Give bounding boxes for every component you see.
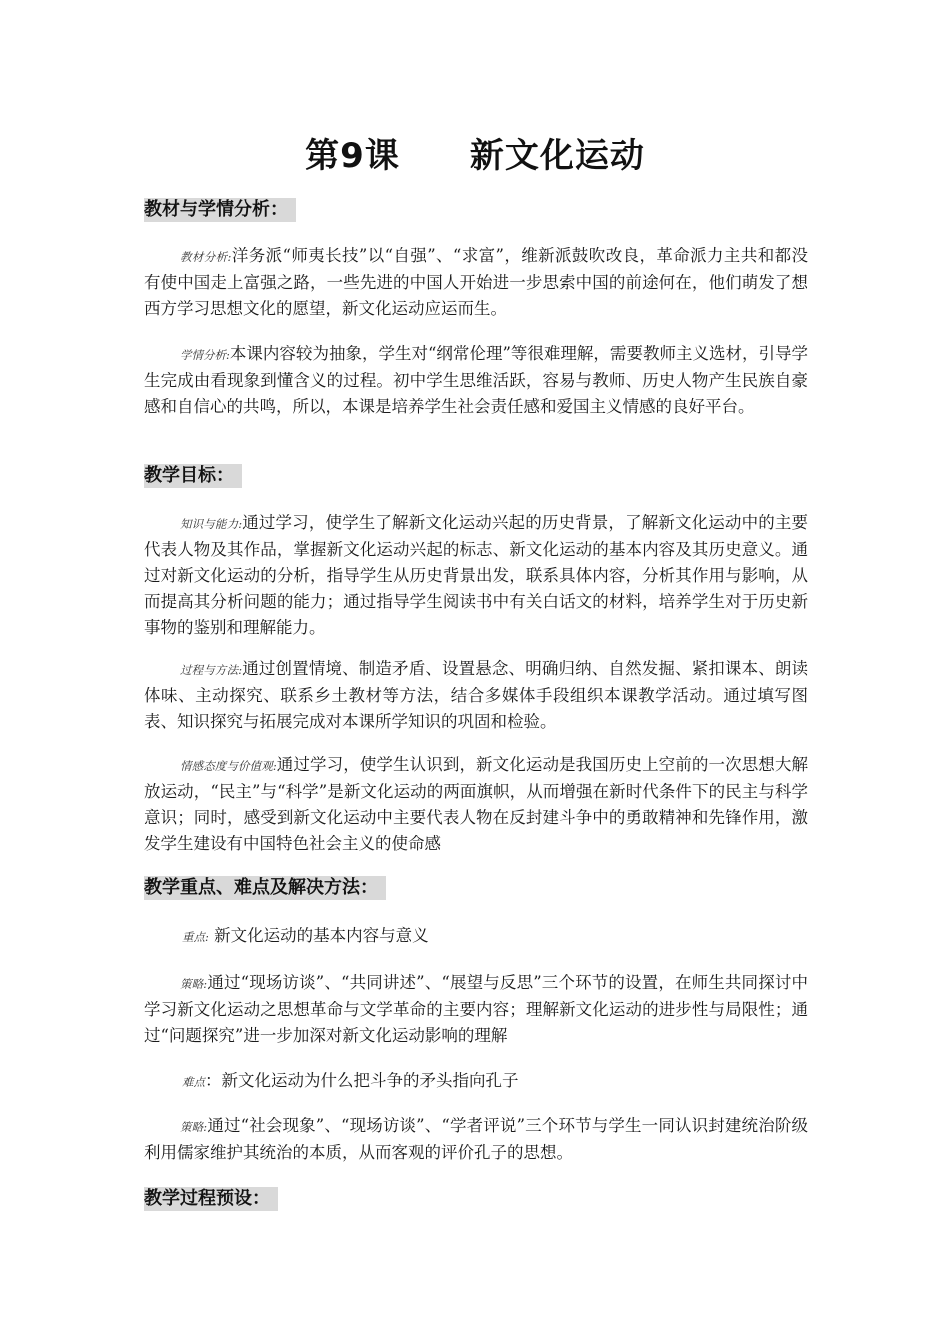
paragraph-strategy-focus [144,970,808,1049]
paragraph-process-method [144,656,808,735]
label-focus: 重点: [182,930,209,944]
label-emotion-values: 情感态度与价值观: [180,759,277,773]
paragraph-student-analysis [144,341,808,420]
heading-analysis: 教材与学情分析： [144,198,296,222]
label-strategy-focus: 策略: [180,977,208,991]
label-strategy-difficulty: 策略: [180,1120,208,1134]
text-student-analysis: 本课内容较为抽象，学生对“纲常伦理”等很难理解，需要教师主义选材，引导学生完成由看现象到懂含义的过程。初中学生思维活跃，容易与教师、历史人物产生民族自豪感和自信心的共鸣，所以，本课是培养学生社会责任感和爱国主义情感的良好平台。 [144,344,809,416]
text-difficulty: 新文化运动为什么把斗争的矛头指向孔子 [221,1071,519,1090]
paragraph-focus [144,923,808,950]
heading-goals: 教学目标： [144,464,242,488]
lesson-name: 新文化运动 [469,136,645,176]
text-textbook-analysis: 洋务派“师夷长技”以“自强”、“求富”，维新派鼓吹改良，革命派力主共和都没有使中国走上富强之路，一些先进的中国人开始进一步思索中国的前途何在，他们萌发了想西方学习思想文化的愿望，新文化运动应运而生。 [144,246,808,318]
label-difficulty: 难点 [182,1075,205,1089]
text-process-method: 通过创置情境、制造矛盾、设置悬念、明确归纳、自然发掘、紧扣课本、朗读体味、主动探究、联系乡土教材等方法，结合多媒体手段组织本课教学活动。通过填写图表、知识探究与拓展完成对本课所学知识的巩固和检验。 [144,659,809,731]
text-emotion-values: 通过学习，使学生认识到，新文化运动是我国历史上空前的一次思想大解放运动，“民主”与“科学”是新文化运动的两面旗帜，从而增强在新时代条件下的民主与科学意识；同时，感受到新文化运动中主要代表人物在反封建斗争中的勇敢精神和先锋作用，激发学生建设有中国特色社会主义的使命感 [144,755,809,853]
lesson-title [0,128,950,177]
label-knowledge-ability: 知识与能力: [180,517,243,531]
heading-key-points: 教学重点、难点及解决方法： [144,876,386,900]
text-focus: 新文化运动的基本内容与意义 [214,926,429,945]
text-strategy-difficulty: 通过“社会现象”、“现场访谈”、“学者评说”三个环节与学生一同认识封建统治阶级利用儒家维护其统治的本质，从而客观的评价孔子的思想。 [144,1116,808,1162]
paragraph-textbook-analysis [144,243,808,322]
paragraph-difficulty [144,1068,808,1095]
difficulty-separator: ： [205,1071,222,1090]
heading-teaching-process: 教学过程预设： [144,1187,278,1211]
label-process-method: 过程与方法: [180,663,243,677]
label-student-analysis: 学情分析: [180,348,230,362]
paragraph-strategy-difficulty [144,1113,808,1166]
paragraph-knowledge-ability [144,510,808,641]
label-textbook-analysis: 教材分析: [180,250,232,264]
paragraph-emotion-values [144,752,808,857]
text-knowledge-ability: 通过学习，使学生了解新文化运动兴起的历史背景，了解新文化运动中的主要代表人物及其作品，掌握新文化运动兴起的标志、新文化运动的基本内容及其历史意义。通过对新文化运动的分析，指导学生从历史背景出发，联系具体内容，分析其作用与影响，从而提高其分析问题的能力；通过指导学生阅读书中有关白话文的材料，培养学生对于历史新事物的鉴别和理解能力。 [144,513,809,637]
lesson-number: 第9课 [305,136,400,176]
text-strategy-focus: 通过“现场访谈”、“共同讲述”、“展望与反思”三个环节的设置，在师生共同探讨中学习新文化运动之思想革命与文学革命的主要内容；理解新文化运动的进步性与局限性；通过“问题探究”进一步加深对新文化运动影响的理解 [144,973,808,1045]
